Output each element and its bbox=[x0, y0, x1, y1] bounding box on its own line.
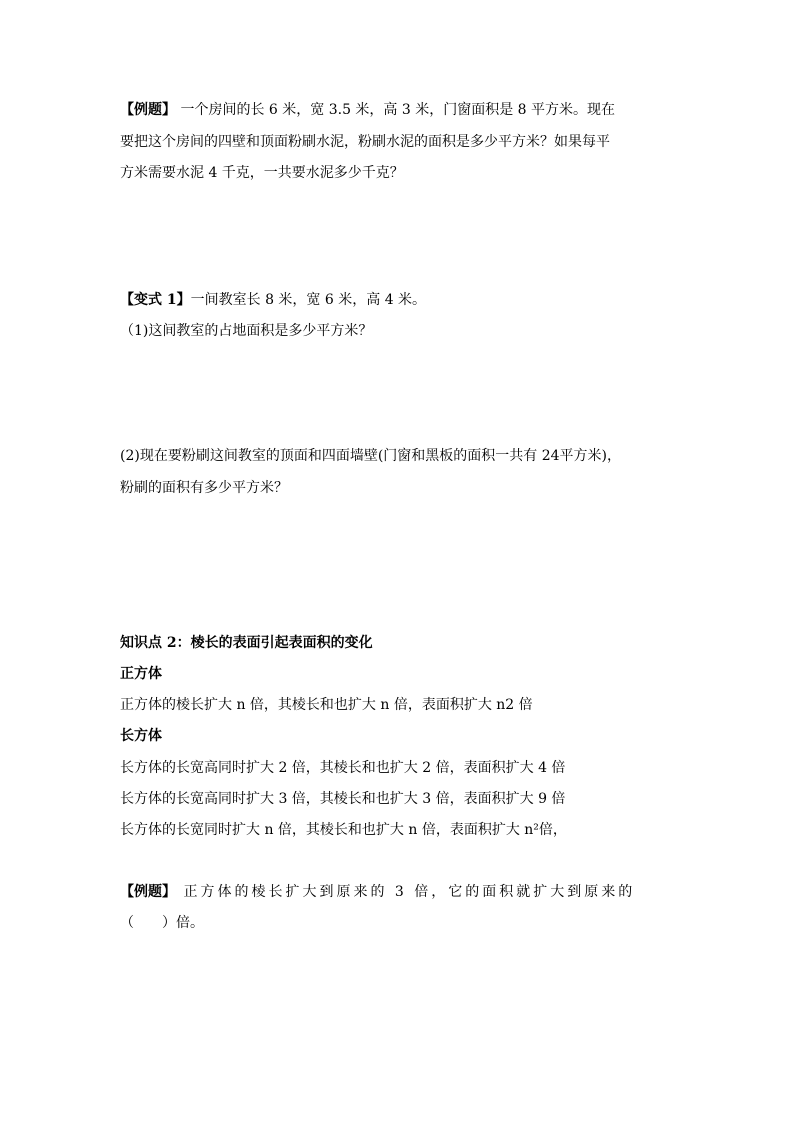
cuboid-rule-3: 长方体的长宽同时扩大 n 倍，其棱长和也扩大 n 倍，表面积扩大 n²倍， bbox=[120, 822, 567, 838]
example1-line2: 要把这个房间的四壁和顶面粉刷水泥，粉刷水泥的面积是多少平方米？如果每平 bbox=[120, 134, 610, 150]
variant1-question2-line2: 粉刷的面积有多少平方米？ bbox=[120, 480, 288, 496]
example1-label: 【例题】 bbox=[120, 102, 176, 118]
cuboid-rule-2: 长方体的长宽高同时扩大 3 倍，其棱长和也扩大 3 倍，表面积扩大 9 倍 bbox=[120, 791, 566, 807]
variant1-label: 【变式 1】 bbox=[120, 292, 191, 308]
variant1-question2-line1: (2)现在要粉刷这间教室的顶面和四面墙壁(门窗和黑板的面积一共有 24平方米)， bbox=[120, 448, 622, 464]
example1-line1 bbox=[120, 100, 615, 120]
example2-line2: （ ）倍。 bbox=[120, 915, 204, 931]
example2-line1 bbox=[120, 882, 635, 902]
cuboid-rule-1: 长方体的长宽高同时扩大 2 倍，其棱长和也扩大 2 倍，表面积扩大 4 倍 bbox=[120, 760, 566, 776]
example2-label: 【例题】 bbox=[120, 884, 176, 900]
example1-line3: 方米需要水泥 4 千克，一共要水泥多少千克？ bbox=[120, 165, 404, 181]
cuboid-heading: 长方体 bbox=[120, 728, 162, 744]
cube-heading: 正方体 bbox=[120, 666, 162, 682]
example2-text-1: 正方体的棱长扩大到原来的 3 倍，它的面积就扩大到原来的 bbox=[176, 884, 636, 900]
example1-text-1: 一个房间的长 6 米，宽 3.5 米，高 3 米，门窗面积是 8 平方米。现在 bbox=[176, 102, 616, 118]
variant1-intro: 一间教室长 8 米，宽 6 米，高 4 米。 bbox=[190, 292, 427, 308]
knowledge2-heading: 知识点 2：棱长的表面引起表面积的变化 bbox=[120, 635, 373, 651]
variant1-question1: （1)这间教室的占地面积是多少平方米？ bbox=[120, 323, 373, 339]
variant1-line bbox=[120, 290, 426, 310]
cube-rule: 正方体的棱长扩大 n 倍，其棱长和也扩大 n 倍，表面积扩大 n2 倍 bbox=[120, 697, 533, 713]
